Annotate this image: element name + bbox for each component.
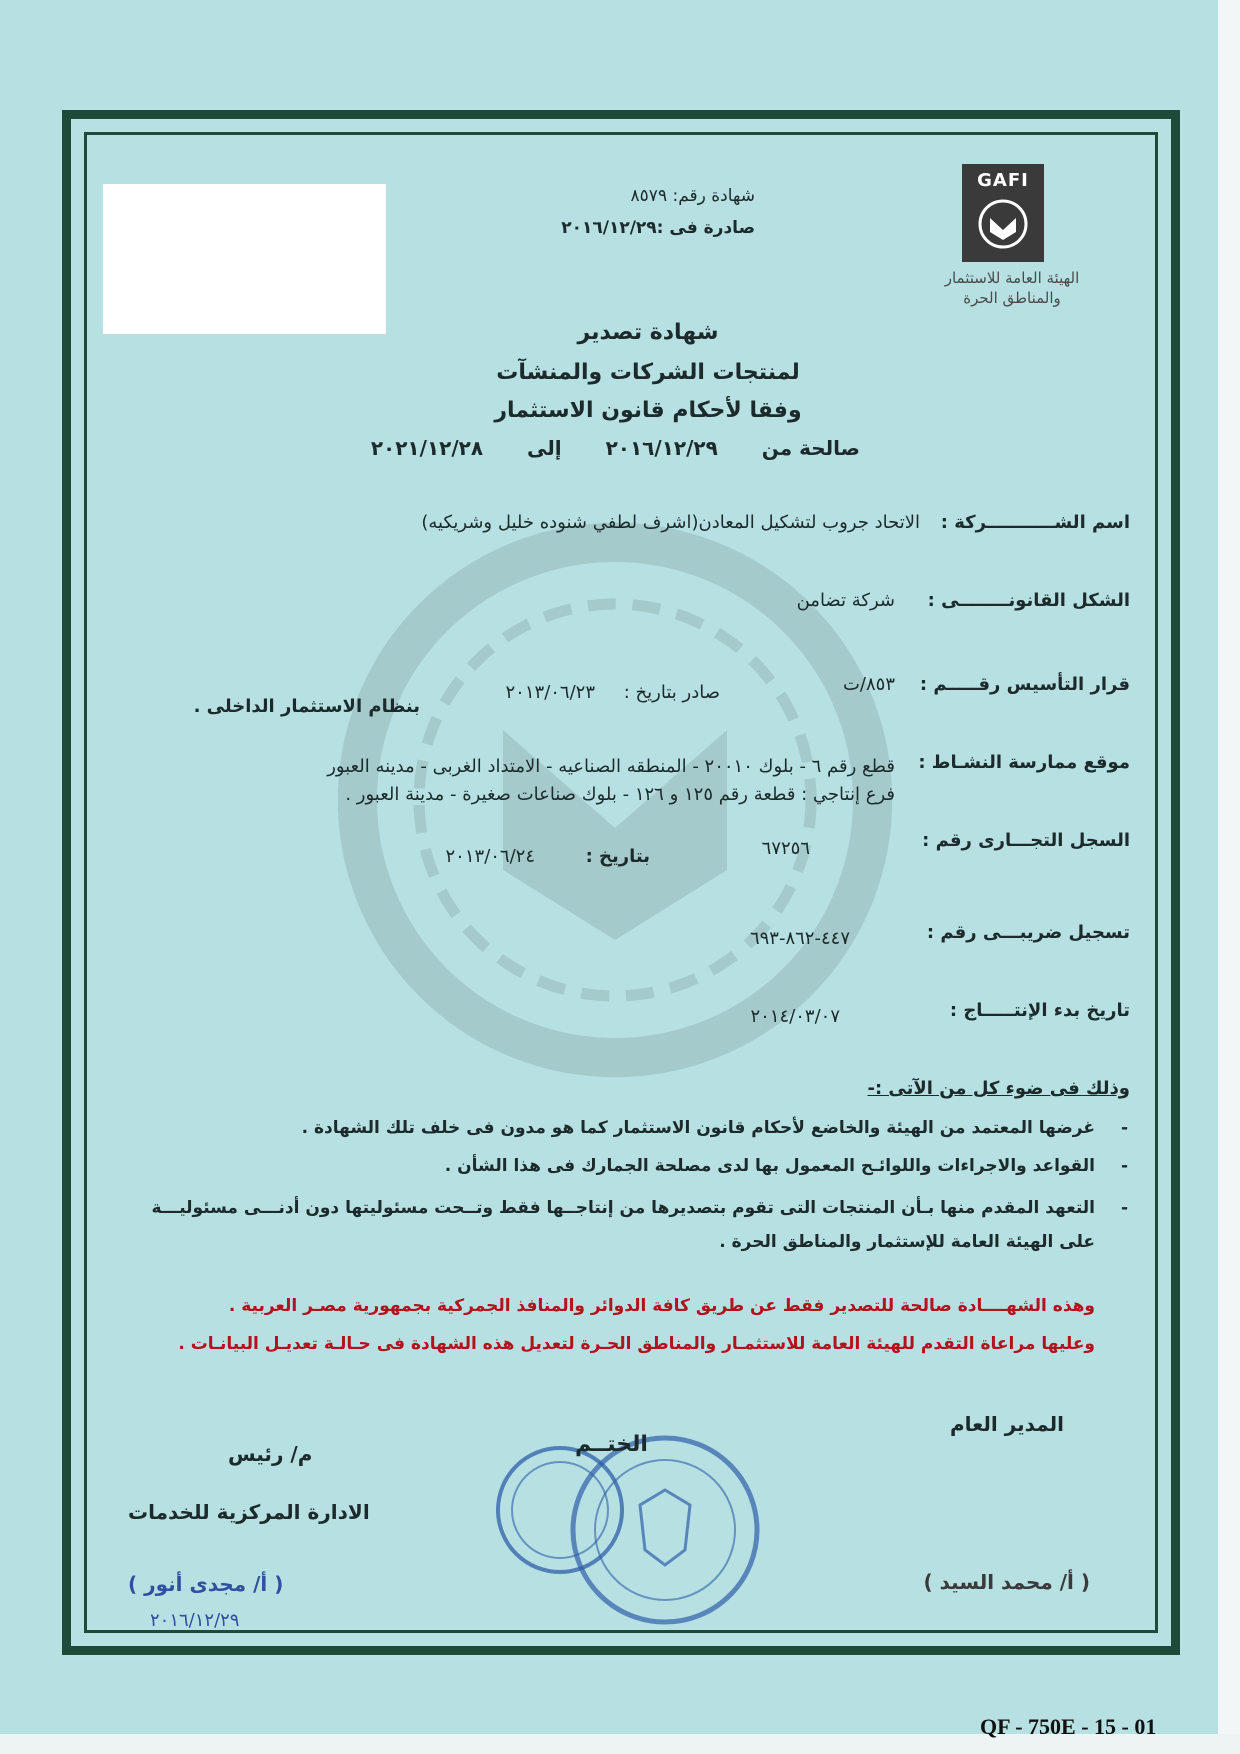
condition-bullet-1: -: [1120, 1118, 1128, 1138]
emblem-icon: [977, 198, 1029, 250]
redacted-area: [103, 184, 386, 334]
document-subtitle-2: وفقا لأحكام قانون الاستثمار: [494, 398, 802, 423]
condition-bullet-3: -: [1120, 1198, 1128, 1218]
site-value-line2: فرع إنتاجي : قطعة رقم ١٢٥ و ١٢٦ - بلوك صناعات صغيرة - مدينة العبور .: [345, 784, 895, 805]
document-subtitle: لمنتجات الشركات والمنشآت: [496, 360, 800, 385]
notice-line2: وعليها مراعاة التقدم للهيئة العامة للاستثمـار والمناطق الحـرة لتعديل هذه الشهادة فى حـالـة تعديـل البيانـات .: [178, 1334, 1095, 1354]
validity-range: [371, 436, 860, 460]
company-value: الاتحاد جروب لتشكيل المعادن(اشرف لطفي شنوده خليل وشريكيه): [421, 512, 920, 533]
general-manager-signature: ( أ/ محمد السيد ): [923, 1570, 1090, 1594]
valid-to-label: إلى: [527, 436, 562, 460]
commercial-register-label: السجل التجـــارى رقم :: [922, 830, 1130, 851]
decision-date: ٢٠١٣/٠٦/٢٣: [505, 682, 595, 703]
condition-3-line2: على الهيئة العامة للإستثمار والمناطق الحرة .: [719, 1232, 1095, 1252]
condition-1: غرضها المعتمد من الهيئة والخاضع لأحكام قانون الاستثمار كما هو مدون فى خلف تلك الشهادة .: [301, 1118, 1095, 1138]
decision-date-label: صادر بتاريخ :: [623, 682, 720, 703]
condition-bullet-2: -: [1120, 1156, 1128, 1176]
certificate-number: شهادة رقم: ٨٥٧٩: [630, 186, 755, 206]
department-head-title: م/ رئيس: [228, 1442, 313, 1466]
conditions-heading: وذلك فى ضوء كل من الآتى :-: [867, 1078, 1130, 1099]
valid-from-date: ٢٠١٦/١٢/٢٩: [605, 436, 718, 460]
department-name: الادارة المركزية للخدمات: [128, 1500, 370, 1524]
site-value-line1: قطع رقم ٦ - بلوك ٢٠٠١٠ - المنطقه الصناعيه - الامتداد الغربى - مدينه العبور: [327, 756, 895, 777]
tax-value: ٤٤٧-٨٦٢-٦٩٣: [749, 928, 850, 949]
certificate-issued: صادرة فى :٢٠١٦/١٢/٢٩: [561, 218, 755, 238]
production-date-value: ٢٠١٤/٠٣/٠٧: [750, 1006, 840, 1027]
logo-name-line2: والمناطق الحرة: [963, 289, 1061, 307]
commercial-register-value: ٦٧٢٥٦: [761, 838, 810, 859]
decision-label: قرار التأسيس رقـــــم :: [919, 674, 1130, 695]
valid-to-date: ٢٠٢١/١٢/٢٨: [370, 436, 484, 460]
company-label: اسم الشـــــــــــركة :: [940, 512, 1130, 533]
production-date-label: تاريخ بدء الإنتـــــاج :: [949, 1000, 1130, 1021]
logo-badge: [962, 164, 1044, 262]
valid-from-label: صالحة من: [761, 436, 860, 460]
logo-abbr: GAFI: [977, 170, 1029, 191]
commercial-register-date-label: بتاريخ :: [585, 846, 650, 867]
paper-edge: [1218, 0, 1240, 1754]
site-label: موقع ممارسة النشـاط :: [918, 752, 1130, 773]
logo-name: [932, 268, 1092, 308]
logo-name-line1: الهيئة العامة للاستثمار: [944, 269, 1080, 287]
condition-2: القواعد والاجراءات واللوائـح المعمول بها لدى مصلحة الجمارك فى هذا الشأن .: [444, 1156, 1095, 1176]
legal-form-label: الشكل القانونــــــــى :: [927, 590, 1130, 611]
legal-form-value: شركة تضامن: [796, 590, 895, 611]
seal-label: الختــم: [575, 1432, 648, 1457]
gafi-logo: [932, 164, 1092, 308]
notice-line1: وهذه الشهــــادة صالحة للتصدير فقط عن طريق كافة الدوائر والمنافذ الجمركية بجمهورية مصـر العربية .: [228, 1296, 1095, 1316]
decision-value: ٨٥٣/ت: [842, 674, 895, 695]
tax-label: تسجيل ضريبـــى رقم :: [926, 922, 1130, 943]
condition-3-line1: التعهد المقدم منها بـأن المنتجات التى تقوم بتصديرها من إنتاجــها فقط وتــحت مسئوليتها دون أدنـــى مسئوليـــة: [151, 1198, 1095, 1218]
form-code: QF - 750E - 15 - 01: [980, 1714, 1157, 1739]
document-title: شهادة تصدير: [577, 320, 719, 345]
decision-system: بنظام الاستثمار الداخلى .: [193, 696, 420, 717]
certificate-meta: [545, 180, 755, 244]
department-head-sign-date: ٢٠١٦/١٢/٢٩: [150, 1610, 240, 1631]
commercial-register-date: ٢٠١٣/٠٦/٢٤: [445, 846, 535, 867]
general-manager-title: المدير العام: [949, 1412, 1064, 1436]
department-head-signature: ( أ/ مجدى أنور ): [128, 1572, 284, 1596]
